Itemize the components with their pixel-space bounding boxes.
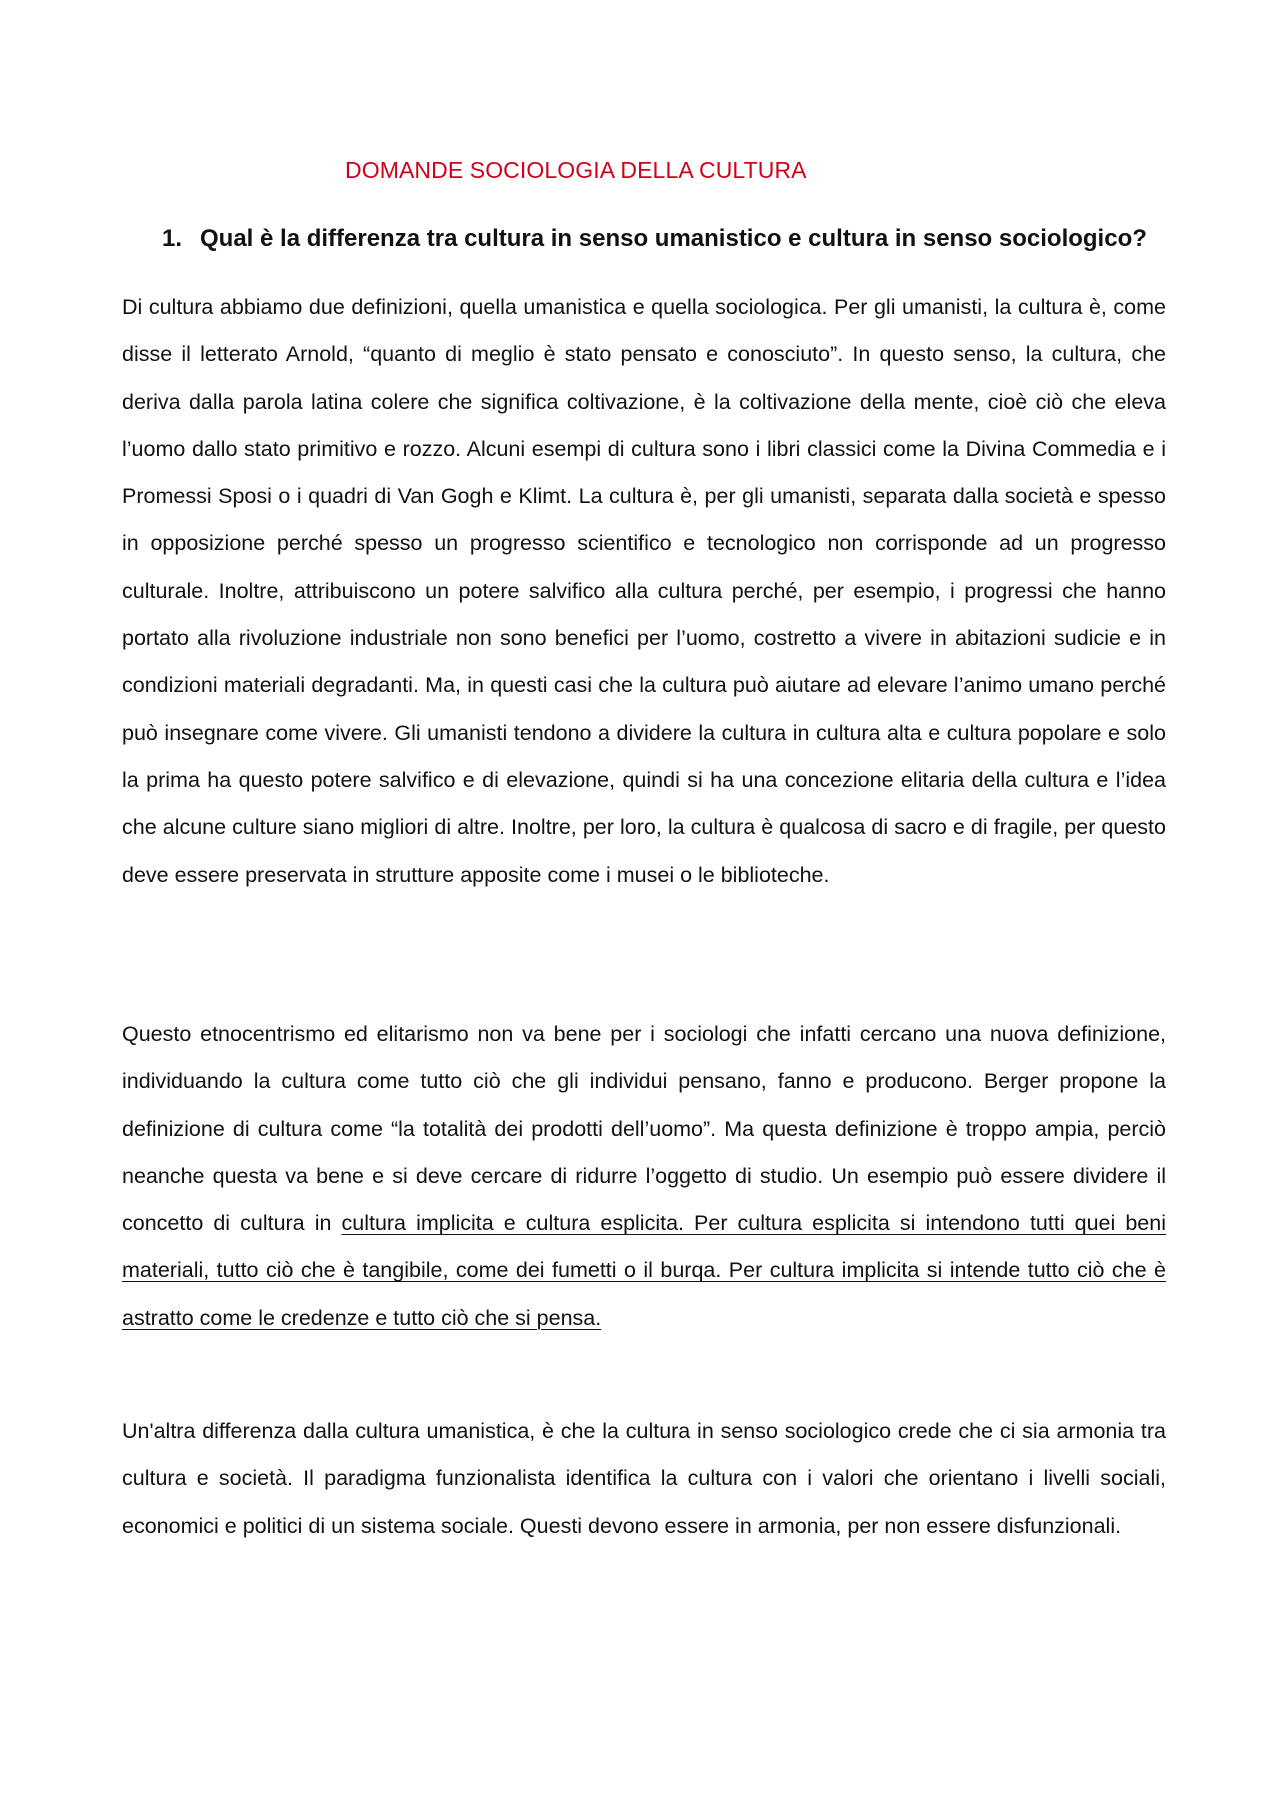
paragraph-humanistic-culture: Di cultura abbiamo due definizioni, quella umanistica e quella sociologica. Per gli umanisti, la cultura è, come disse il letterato Arnold, “quanto di meglio è stato pensato e conosciuto”. In questo senso, la cultura, che deriva dalla parola latina colere che significa coltivazione, è la coltivazione della mente, cioè ciò che eleva l’uomo dallo stato primitivo e rozzo. Alcuni esempi di cultura sono i libri classici come la Divina Commedia e i Promessi Sposi o i quadri di Van Gogh e Klimt. La cultura è, per gli umanisti, separata dalla società e spesso in opposizione perché spesso un progresso scientifico e tecnologico non corrisponde ad un progresso culturale. Inoltre, attribuiscono un potere salvifico alla cultura perché, per esempio, i progressi che hanno portato alla rivoluzione industriale non sono benefici per l’uomo, costretto a vivere in abitazioni sudicie e in condizioni materiali degradanti. Ma, in questi casi che la cultura può aiutare ad elevare l’animo umano perché può insegnare come vivere. Gli umanisti tendono a dividere la cultura in cultura alta e cultura popolare e solo la prima ha questo potere salvifico e di elevazione, quindi si ha una concezione elitaria della cultura e l’idea che alcune culture siano migliori di altre. Inoltre, per loro, la cultura è qualcosa di sacro e di fragile, per questo deve essere preservata in strutture apposite come i musei o le biblioteche.: [122, 295, 1166, 887]
question-heading: [162, 225, 1182, 253]
question-text: Qual è la differenza tra cultura in senso umanistico e cultura in senso sociologico?: [200, 225, 1147, 252]
paragraph-functionalist-paradigm: Un'altra differenza dalla cultura umanistica, è che la cultura in senso sociologico crede che ci sia armonia tra cultura e società. Il paradigma funzionalista identifica la cultura con i valori che orientano i livelli sociali, economici e politici di un sistema sociale. Questi devono essere in armonia, per non essere disfunzionali.: [122, 1419, 1166, 1538]
paragraph-sociological-culture: [122, 1011, 1166, 1342]
question-number: 1.: [162, 225, 183, 252]
document-title: DOMANDE SOCIOLOGIA DELLA CULTURA: [345, 157, 807, 183]
underlined-definition: cultura implicita e cultura esplicita. Per cultura esplicita si intendono tutti quei beni materiali, tutto ciò che è tangibile, come dei fumetti o il burqa. Per cultura implicita si intende tutto ciò che è astratto come le credenze e tutto ciò che si pensa.: [122, 1211, 1166, 1330]
paragraph-text: Questo etnocentrismo ed elitarismo non va bene per i sociologi che infatti cercano una nuova definizione, individuando la cultura come tutto ciò che gli individui pensano, fanno e producono. Berger propone la definizione di cultura come “la totalità dei prodotti dell’uomo”. Ma questa definizione è troppo ampia, perciò neanche questa va bene e si deve cercare di ridurre l’oggetto di studio. Un esempio può essere dividere il concetto di cultura in: [122, 1022, 1166, 1236]
